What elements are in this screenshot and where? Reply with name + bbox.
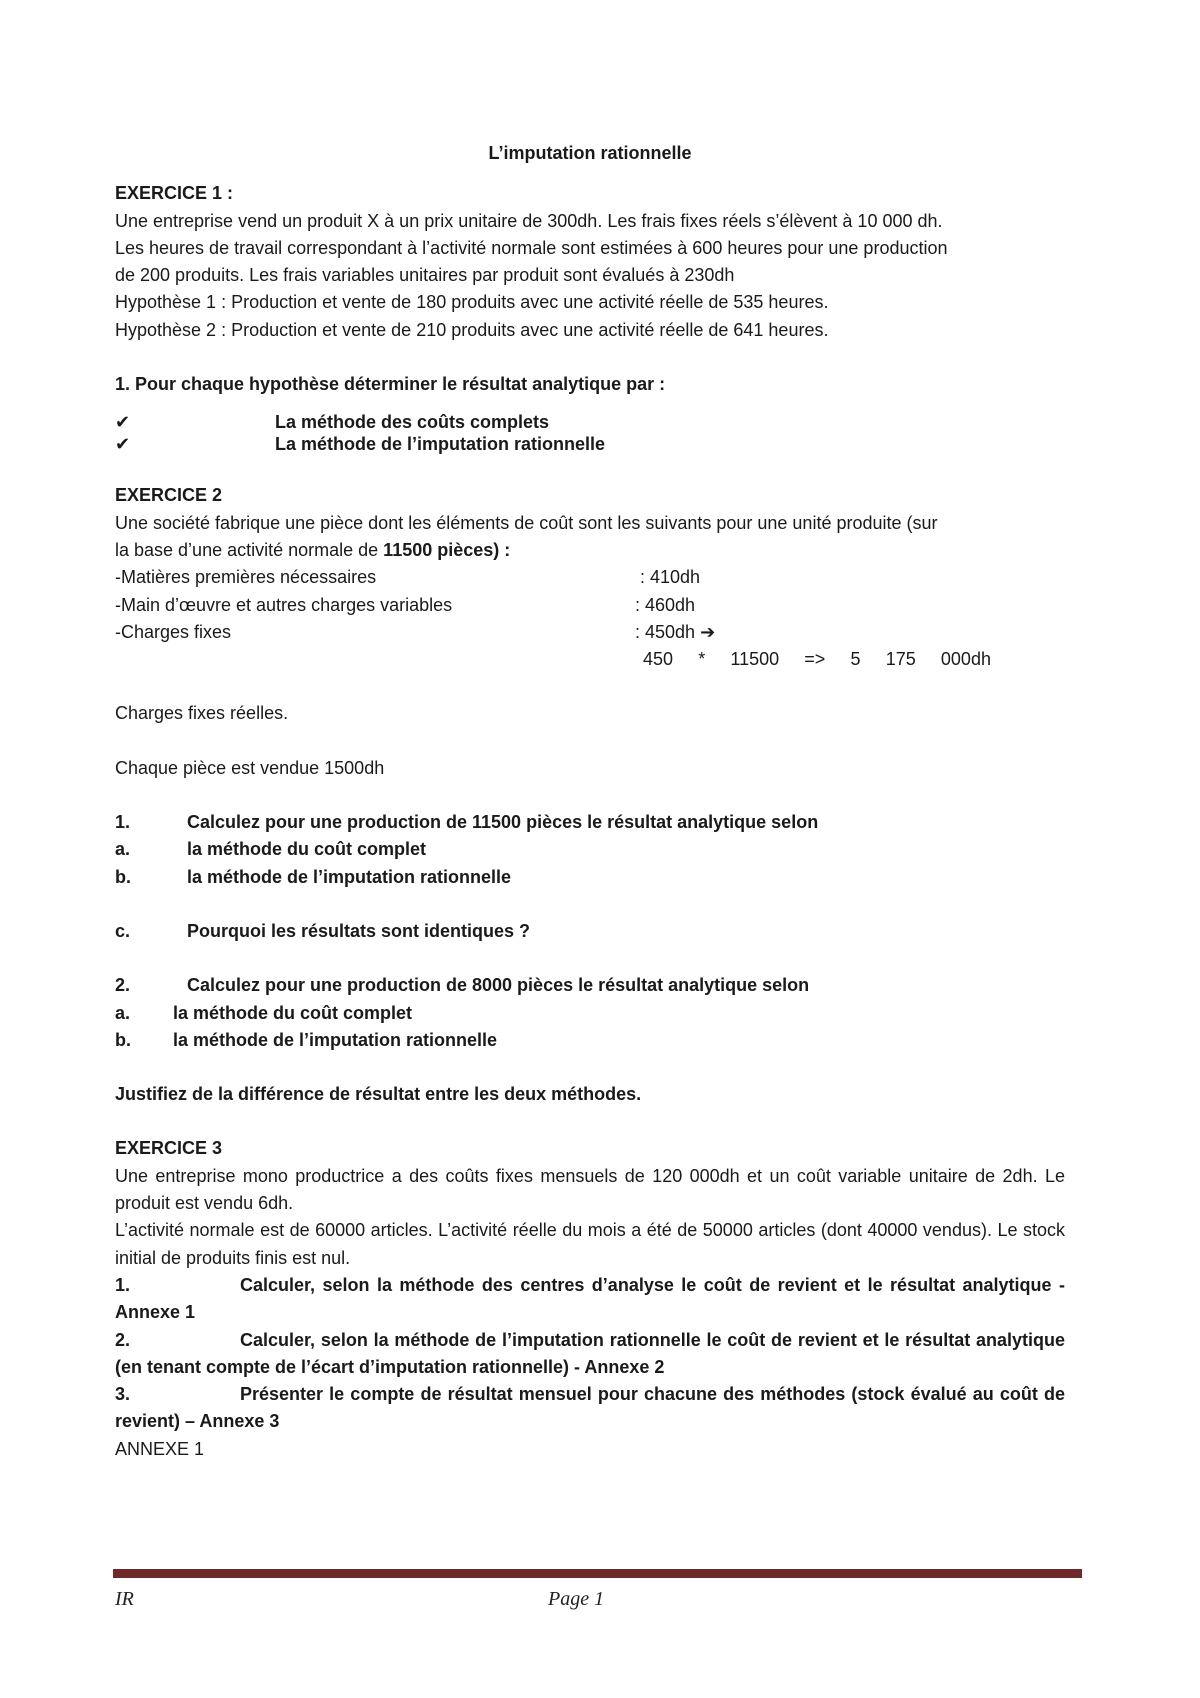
item-text: Pourquoi les résultats sont identiques ? [187, 920, 531, 941]
ex2-intro: Une société fabrique une pièce dont les éléments de coût sont les suivants pour une unité produite (sur [115, 512, 938, 533]
ex1-question: 1. Pour chaque hypothèse déterminer le résultat analytique par : [115, 374, 666, 395]
ex2-question [115, 809, 1065, 836]
cost-label: -Charges fixes [115, 621, 232, 642]
cost-value: : 450dh [635, 621, 696, 642]
ex2-question [115, 1000, 1065, 1027]
item-text: la méthode de l’imputation rationnelle [173, 1029, 498, 1050]
item-number: c. [115, 920, 131, 941]
item-text: la méthode du coût complet [187, 839, 427, 860]
ex3-paragraph: Une entreprise mono productrice a des coûts fixes mensuels de 120 000dh et un coût variable unitaire de 2dh. Le produit est vendu 6dh. [115, 1165, 1065, 1214]
document-title: L’imputation rationnelle [488, 143, 692, 163]
ex3-paragraph: L’activité normale est de 60000 articles. L’activité réelle du mois a été de 50000 articles (dont 40000 vendus). Le stock initial de produits finis est nul. [115, 1220, 1065, 1268]
ex2-question [115, 972, 1065, 999]
item-text: la méthode du coût complet [173, 1002, 413, 1023]
ex2-note: Charges fixes réelles. [115, 703, 289, 724]
footer-left-label: IR [115, 1588, 134, 1610]
cost-row [115, 619, 1065, 674]
ex1-hypothesis-1: Hypothèse 1 : Production et vente de 180 produits avec une activité réelle de 535 heures. [115, 292, 829, 313]
ex2-intro [115, 537, 1065, 564]
document-page [115, 140, 1065, 1463]
cost-value: : 410dh [640, 567, 701, 588]
ex1-hypothesis-2: Hypothèse 2 : Production et vente de 210 produits avec une activité réelle de 641 heures. [115, 319, 829, 340]
calc-token: 11500 [730, 649, 780, 670]
ex3-heading: EXERCICE 3 [115, 1138, 223, 1159]
ex3-item [115, 1381, 1065, 1436]
calc-token: 000dh [940, 649, 991, 670]
calc-token: 450 [643, 649, 674, 670]
fixed-cost-calculation [643, 646, 991, 673]
check-icon: ✔ [115, 412, 131, 433]
item-number: 1. [115, 812, 131, 833]
ex2-question [115, 836, 1065, 863]
ex2-justify: Justifiez de la différence de résultat entre les deux méthodes. [115, 1084, 642, 1105]
ex2-question [115, 864, 1065, 891]
ex1-method-label: La méthode de l’imputation rationnelle [275, 434, 606, 455]
ex3-item [115, 1327, 1065, 1382]
item-number: 2. [115, 975, 131, 996]
ex1-line: Les heures de travail correspondant à l’activité normale sont estimées à 600 heures pour une production [115, 237, 948, 258]
item-number: b. [115, 866, 131, 887]
item-number: a. [115, 839, 131, 860]
ex1-line: de 200 produits. Les frais variables unitaires par produit sont évalués à 230dh [115, 265, 735, 286]
ex1-method-item [115, 433, 1065, 455]
cost-label: -Main d’œuvre et autres charges variables [115, 594, 453, 615]
item-text: Calculer, selon la méthode des centres d’analyse le coût de revient et le résultat analytique -Annexe 1 [115, 1274, 1065, 1323]
ex2-heading: EXERCICE 2 [115, 485, 223, 506]
cost-label: -Matières premières nécessaires [115, 567, 377, 588]
item-number: 1. [115, 1274, 131, 1295]
ex1-method-label: La méthode des coûts complets [275, 412, 550, 433]
ex2-question [115, 918, 1065, 945]
ex2-question [115, 1027, 1065, 1054]
item-number: a. [115, 1002, 131, 1023]
ex2-intro-text: la base d’une activité normale de [115, 539, 384, 560]
item-number: 3. [115, 1384, 131, 1405]
calc-token: 175 [885, 649, 916, 670]
item-number: 2. [115, 1329, 131, 1350]
ex1-line: Une entreprise vend un produit X à un prix unitaire de 300dh. Les frais fixes réels s’élèvent à 10 000 dh. [115, 210, 943, 231]
cost-row [115, 564, 1065, 591]
check-icon: ✔ [115, 434, 131, 455]
item-text: Présenter le compte de résultat mensuel pour chacune des méthodes (stock évalué au coût de revient) – Annexe 3 [115, 1384, 1065, 1432]
cost-row [115, 592, 1065, 619]
item-text: Calculez pour une production de 8000 pièces le résultat analytique selon [187, 975, 810, 996]
calc-token: => [804, 649, 826, 670]
item-text: Calculer, selon la méthode de l’imputation rationnelle le coût de revient et le résultat analytique (en tenant compte de l’écart d’imputation rationnelle) - Annexe 2 [115, 1329, 1065, 1377]
item-text: Calculez pour une production de 11500 pièces le résultat analytique selon [187, 812, 819, 833]
cost-value-with-calc [635, 619, 1065, 674]
ex1-method-item [115, 411, 1065, 433]
ex1-heading: EXERCICE 1 : [115, 183, 234, 204]
ex3-annex-label: ANNEXE 1 [115, 1438, 205, 1459]
footer-divider [113, 1569, 1082, 1578]
ex2-note: Chaque pièce est vendue 1500dh [115, 757, 385, 778]
calc-token: 5 [850, 649, 861, 670]
ex3-item [115, 1272, 1065, 1327]
calc-token: * [698, 649, 706, 670]
arrow-right-icon: ➔ [700, 621, 716, 642]
ex2-intro-bold: 11500 pièces) : [383, 539, 511, 560]
item-number: b. [115, 1029, 131, 1050]
page-number: Page 1 [548, 1588, 605, 1610]
cost-value: : 460dh [635, 594, 696, 615]
item-text: la méthode de l’imputation rationnelle [187, 866, 512, 887]
